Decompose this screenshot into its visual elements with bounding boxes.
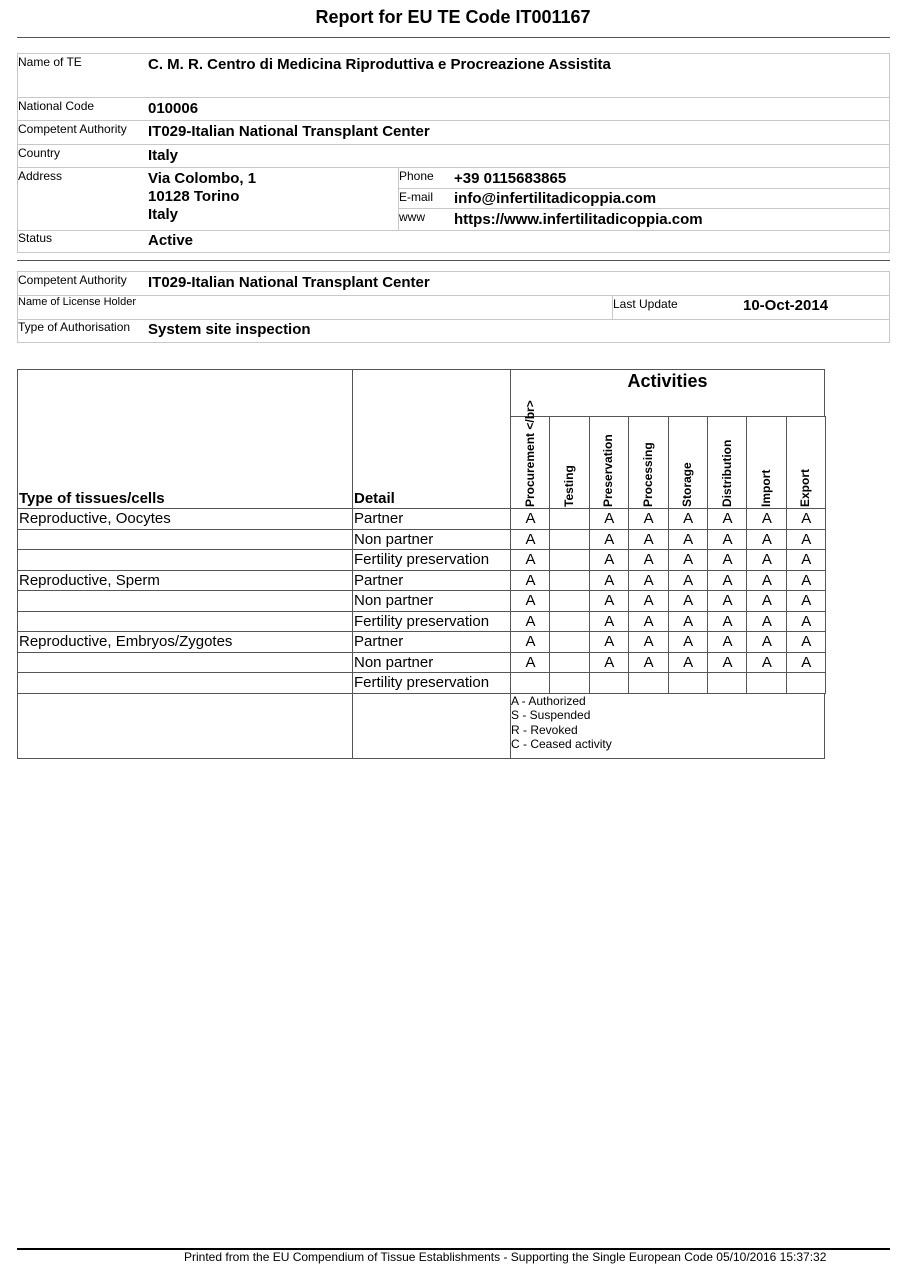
phone: +39 0115683865 [454,170,567,187]
activity-status: A [761,510,772,527]
activity-status-cell [746,529,786,551]
activity-status-cell [628,570,668,592]
detail-header: Detail [354,490,395,507]
activity-status-cell [589,611,629,633]
activity-status: A [722,510,733,527]
activity-status-cell [549,611,589,633]
legend-item: S - Suspended [511,708,591,722]
tissue-type: Reproductive, Embryos/Zygotes [19,633,233,650]
activity-status: A [683,510,694,527]
detail-cell [352,652,511,674]
activity-status: A [761,633,772,650]
detail-header-cell [352,369,511,509]
activity-status-cell [668,549,708,571]
address-line-1: Via Colombo, 1 [148,170,257,187]
activity-status: A [801,551,812,568]
activity-status-cell [628,631,668,653]
table-row [17,611,353,633]
activity-status-cell [628,652,668,674]
activity-status-cell [668,611,708,633]
activity-status: A [722,551,733,568]
activity-status-cell [786,529,826,551]
activity-status-cell [668,508,708,530]
activity-status: A [801,612,812,630]
table-row [17,529,353,551]
activity-status-cell [510,652,550,674]
activity-status: A [801,510,812,527]
detail-cell [352,631,511,653]
detail-cell [352,611,511,633]
activity-column-header [628,416,668,509]
activity-status: A [761,571,772,589]
activity-status-cell [549,631,589,653]
activity-status-cell [510,631,550,653]
tissue-type: Reproductive, Oocytes [19,510,171,527]
te-info-box [17,53,890,253]
activity-status-cell [549,570,589,592]
te-name: C. M. R. Centro di Medicina Riproduttiva e Procreazione Assistita [148,56,611,73]
activity-status-cell [510,590,550,612]
detail: Partner [354,633,404,650]
last-update-label: Last Update [613,297,678,311]
activity-status-cell [668,652,708,674]
activity-status: A [525,571,536,589]
activity-status-cell [707,570,747,592]
activity-column-header [510,400,550,509]
activity-column-label: Export [798,468,813,507]
activity-status: A [722,592,733,609]
activity-status: A [643,551,654,568]
row-divider [18,120,889,121]
activity-status: A [643,612,654,630]
activity-status: A [643,653,654,671]
activity-status-cell [628,672,668,694]
activity-status-cell [628,590,668,612]
activity-status-cell [510,570,550,592]
activity-status-cell [668,672,708,694]
activity-status: A [722,571,733,589]
legend-cell [510,693,825,759]
address-line-3: Italy [148,206,179,223]
detail: Partner [354,510,404,527]
activity-status-cell [589,529,629,551]
activity-status-cell [549,590,589,612]
activity-status: A [525,592,536,609]
activity-status-cell [668,590,708,612]
activity-status: A [604,510,615,527]
activity-status-cell [786,549,826,571]
activity-status: A [683,653,694,671]
table-row [17,549,353,571]
report-title: Report for EU TE Code IT001167 [315,7,591,27]
table-row [17,570,353,592]
activity-status: A [604,653,615,671]
activity-status: A [525,530,536,548]
activity-status-cell [786,590,826,612]
activity-column-header [668,416,708,509]
auth-type: System site inspection [148,321,311,338]
website-link[interactable]: https://www.infertilitadicoppia.com [454,211,703,228]
activity-status-cell [786,652,826,674]
activity-status-cell [707,529,747,551]
activity-status-cell [707,631,747,653]
activity-status-cell [746,508,786,530]
detail-cell [352,508,511,530]
activity-status: A [801,592,812,609]
detail: Non partner [354,592,434,609]
activity-column-label: Distribution [719,439,734,507]
activity-column-header [707,416,747,509]
footer-text: Printed from the EU Compendium of Tissue Establishments - Supporting the Single European Code 05/10/2016 15:37:32 [184,1250,827,1264]
table-row [17,590,353,612]
activity-status-cell [707,672,747,694]
activity-status-cell [707,652,747,674]
activity-status: A [722,633,733,650]
status: Active [148,232,194,249]
activity-status: A [604,592,615,609]
activity-column-header [589,416,629,509]
activity-status-cell [707,611,747,633]
legend-item: A - Authorized [511,693,586,708]
row-divider [18,144,889,145]
detail-cell [352,549,511,571]
activity-status-cell [628,611,668,633]
activity-status-cell [510,549,550,571]
activity-status-cell [628,508,668,530]
tissue-header-cell [17,369,353,509]
title-divider [17,37,890,38]
activity-status: A [683,551,694,568]
detail-cell [352,672,511,694]
national-code: 010006 [148,100,199,117]
tissue-header: Type of tissues/cells [19,490,165,507]
activity-status-cell [668,570,708,592]
activity-status-cell [549,652,589,674]
activity-status: A [683,633,694,650]
activity-status: A [643,530,654,548]
activity-status-cell [628,529,668,551]
activity-status: A [604,530,615,548]
activity-status-cell [786,672,826,694]
www-label: www [399,210,425,224]
activity-column-label: Testing [562,465,577,507]
activity-status: A [525,633,536,650]
activity-status: A [604,571,615,589]
status-label: Status [18,231,53,245]
activity-column-label: Processing [640,442,655,507]
activity-status: A [643,592,654,609]
address-label: Address [18,169,63,183]
activity-status-cell [510,529,550,551]
license-holder-label: Name of License Holder [18,296,137,308]
activity-status-cell [786,508,826,530]
activity-status-cell [589,672,629,694]
activity-status: A [525,510,536,527]
detail: Non partner [354,530,434,548]
activity-status-cell [668,529,708,551]
activity-status: A [683,592,694,609]
row-divider [18,167,889,168]
row-divider [398,208,889,209]
table-row [17,652,353,674]
table-row [17,672,353,694]
activity-status: A [722,530,733,548]
activity-status-cell [589,652,629,674]
detail-cell [352,529,511,551]
detail-cell [352,570,511,592]
national-code-label: National Code [18,99,95,113]
activity-status: A [761,530,772,548]
activity-status: A [761,612,772,630]
tissue-type: Reproductive, Sperm [19,571,160,589]
activity-status: A [722,612,733,630]
activity-status-cell [549,549,589,571]
row-divider [18,319,889,320]
row-divider [18,295,889,296]
activity-status-cell [746,611,786,633]
detail: Fertility preservation [354,674,490,691]
activity-status-cell [746,590,786,612]
legend-empty-cell [352,693,511,759]
activity-status: A [683,571,694,589]
activity-status-cell [589,549,629,571]
activity-status-cell [549,672,589,694]
activity-status: A [604,633,615,650]
activity-status: A [722,653,733,671]
activity-column-label: Storage [680,462,695,507]
email-label: E-mail [399,190,434,204]
activity-status-cell [549,508,589,530]
email[interactable]: info@infertilitadicoppia.com [454,190,657,207]
activity-status-cell [746,631,786,653]
table-row [17,631,353,653]
authority: IT029-Italian National Transplant Center [148,123,430,140]
activities-title: Activities [627,371,708,391]
detail: Fertility preservation [354,612,490,630]
activity-status: A [761,653,772,671]
activity-status: A [801,633,812,650]
detail-cell [352,590,511,612]
section-divider [17,260,890,261]
activity-status-cell [746,549,786,571]
activity-status-cell [707,508,747,530]
row-divider [398,188,889,189]
activity-status-cell [589,508,629,530]
detail: Fertility preservation [354,551,490,568]
activity-column-label: Procurement </br> [522,400,537,507]
activity-status: A [643,633,654,650]
address-line-2: 10128 Torino [148,188,240,205]
country-label: Country [18,146,61,160]
activity-status-cell [668,631,708,653]
activity-column-header [746,416,786,509]
activity-status-cell [707,549,747,571]
license-box [17,271,890,343]
activity-column-label: Import [759,469,774,507]
te-name-label: Name of TE [18,55,82,69]
table-row [17,508,353,530]
activity-column-header [786,416,826,509]
activity-status: A [643,510,654,527]
activity-status: A [761,592,772,609]
activity-status-cell [786,570,826,592]
activity-status-cell [707,590,747,612]
activity-column-header [549,416,589,509]
auth-type-label: Type of Authorisation [18,320,131,334]
activity-status-cell [589,570,629,592]
row-divider [18,230,889,231]
detail: Partner [354,571,404,589]
activity-status-cell [786,611,826,633]
legend-item: R - Revoked [511,722,578,737]
activity-status: A [525,551,536,568]
activity-column-label: Preservation [601,434,616,507]
legend-item: C - Ceased activity [511,737,612,751]
detail: Non partner [354,653,434,671]
activities-header-cell [510,369,825,417]
activity-status: A [643,571,654,589]
activity-status: A [683,530,694,548]
phone-label: Phone [399,169,434,183]
activity-status-cell [746,672,786,694]
authority-label: Competent Authority [18,122,127,136]
activity-status-cell [510,611,550,633]
last-update: 10-Oct-2014 [743,297,829,314]
activity-status-cell [589,631,629,653]
activity-status: A [604,551,615,568]
country: Italy [148,147,179,164]
activity-status: A [801,571,812,589]
activity-status: A [604,612,615,630]
activity-status: A [525,612,536,630]
activity-status-cell [510,672,550,694]
activity-status: A [801,653,812,671]
activity-status-cell [510,508,550,530]
activity-status: A [761,551,772,568]
activity-status-cell [628,549,668,571]
activity-status: A [683,612,694,630]
row-divider [18,97,889,98]
legend-empty-cell [17,693,353,759]
activity-status-cell [746,652,786,674]
activity-status: A [525,653,536,671]
activity-status: A [801,530,812,548]
activity-status-cell [549,529,589,551]
activity-status-cell [786,631,826,653]
license-authority-label: Competent Authority [18,273,127,287]
license-authority: IT029-Italian National Transplant Center [148,274,430,291]
activity-status-cell [589,590,629,612]
activity-status-cell [746,570,786,592]
